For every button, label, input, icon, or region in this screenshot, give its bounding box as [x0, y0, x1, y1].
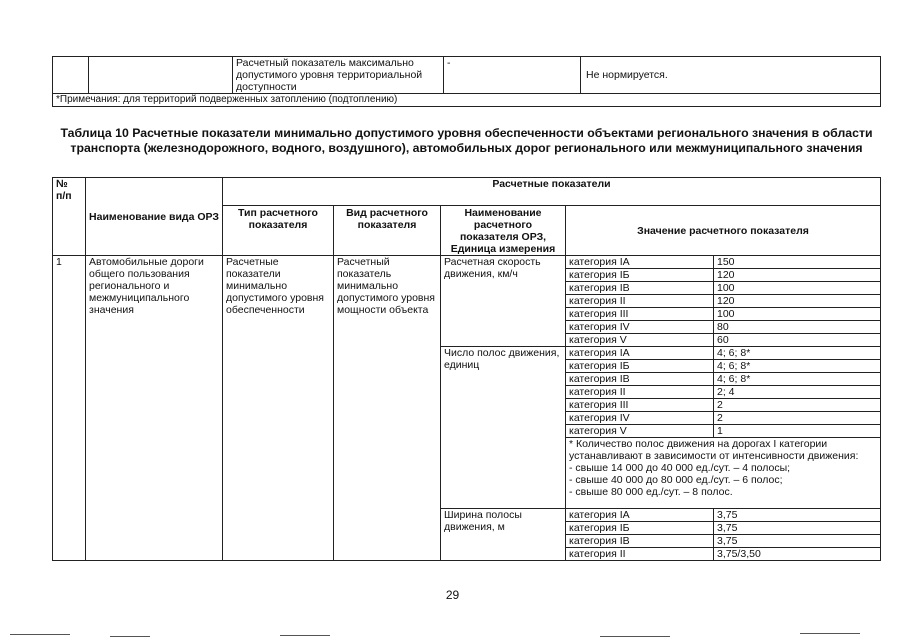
row-num: 1 [53, 256, 86, 561]
value-cell: 3,75 [714, 522, 881, 535]
header-value: Значение расчетного показателя [566, 206, 881, 256]
category-cell: категория IV [566, 321, 714, 334]
value-cell: 100 [714, 282, 881, 295]
table-cell [89, 57, 233, 94]
speed-grid [566, 256, 880, 346]
category-cell: категория IБ [566, 522, 714, 535]
category-cell: категория III [566, 399, 714, 412]
width-label: Ширина полосы движения, м [441, 509, 566, 561]
category-cell: категория IБ [566, 360, 714, 373]
scan-artifact [10, 634, 70, 635]
footnote-line: - свыше 14 000 до 40 000 ед./сут. – 4 полосы; [569, 462, 791, 474]
transport-indicators-table [52, 177, 881, 561]
category-cell: категория V [566, 425, 714, 438]
header-kind: Вид расчетного показателя [334, 206, 441, 256]
table-row [566, 347, 880, 360]
value-cell: 3,75 [714, 509, 881, 522]
speed-values [566, 256, 881, 347]
table-row [566, 399, 880, 412]
header-group: Расчетные показатели [223, 178, 881, 206]
table-row [566, 308, 880, 321]
value-cell: 120 [714, 269, 881, 282]
value-cell: 120 [714, 295, 881, 308]
table-row [566, 256, 880, 269]
value-cell: 150 [714, 256, 881, 269]
value-cell: 4; 6; 8* [714, 347, 881, 360]
table-row [566, 535, 880, 548]
table-row [53, 256, 881, 347]
page-number: 29 [445, 588, 460, 602]
table-row [566, 360, 880, 373]
value-cell: 3,75 [714, 535, 881, 548]
width-grid [566, 509, 880, 560]
table-row [566, 373, 880, 386]
category-cell: категория II [566, 386, 714, 399]
category-cell: категория IБ [566, 269, 714, 282]
lanes-grid [566, 347, 880, 508]
footnote-line: устанавливают в зависимости от интенсивности движения: [569, 450, 859, 462]
header-type: Тип расчетного показателя [223, 206, 334, 256]
footnote-line: - свыше 40 000 до 80 000 ед./сут. – 6 полос; [569, 474, 783, 486]
table-row [566, 548, 880, 561]
header-num-text: № п/п [56, 178, 72, 202]
table-row [566, 334, 880, 347]
category-cell: категория IВ [566, 282, 714, 295]
value-cell: 2; 4 [714, 386, 881, 399]
header-name-text: Наименование вида ОРЗ [89, 210, 219, 223]
footnote-line: * Количество полос движения на дорогах I категории [569, 438, 828, 450]
table-caption: Таблица 10 Расчетные показатели минимально допустимого уровня обеспеченности объектами регионального значения в области транспорта (железнодорожного, водного, воздушного), автомобильных дорог регионального или межмуниципального значения [60, 126, 873, 155]
table-row [566, 295, 880, 308]
header-name [86, 178, 223, 256]
speed-label: Расчетная скорость движения, км/ч [441, 256, 566, 347]
row-name: Автомобильные дороги общего пользования регионального и межмуниципального значения [86, 256, 223, 561]
table-row [566, 522, 880, 535]
scan-artifact [280, 635, 330, 636]
value-cell: 4; 6; 8* [714, 373, 881, 386]
category-cell: категория IА [566, 509, 714, 522]
lanes-label: Число полос движения, единиц [441, 347, 566, 509]
category-cell: категория IВ [566, 535, 714, 548]
row-type: Расчетные показатели минимально допустимого уровня обеспеченности [223, 256, 334, 561]
scan-artifact [600, 636, 670, 637]
category-cell: категория II [566, 295, 714, 308]
table-row [53, 57, 881, 94]
note-cell: *Примечания: для территорий подверженных затоплению (подтоплению) [53, 94, 881, 107]
row-kind: Расчетный показатель минимально допустимого уровня мощности объекта [334, 256, 441, 561]
value-cell: 2 [714, 412, 881, 425]
value-cell: 3,75/3,50 [714, 548, 881, 561]
value-cell: 4; 6; 8* [714, 360, 881, 373]
category-cell: категория II [566, 548, 714, 561]
category-cell: категория IА [566, 347, 714, 360]
table-row [566, 321, 880, 334]
category-cell: категория IА [566, 256, 714, 269]
category-cell: категория IВ [566, 373, 714, 386]
table-cell [53, 57, 89, 94]
category-cell: категория IV [566, 412, 714, 425]
header-row [53, 178, 881, 206]
indicator-cell: Расчетный показатель максимально допустимого уровня территориальной доступности [233, 57, 444, 94]
value-cell: 80 [714, 321, 881, 334]
table-row [566, 425, 880, 438]
value-cell: 2 [714, 399, 881, 412]
unit-cell: - [444, 57, 581, 94]
value-cell: 100 [714, 308, 881, 321]
table-row [566, 269, 880, 282]
value-cell: 60 [714, 334, 881, 347]
header-num [53, 178, 86, 256]
lanes-footnote [566, 438, 880, 509]
scan-artifact [110, 636, 150, 637]
table-row [566, 386, 880, 399]
scan-artifact [800, 633, 860, 634]
table-row [53, 94, 881, 107]
table-row [566, 412, 880, 425]
footnote-line: - свыше 80 000 ед./сут. – 8 полос. [569, 486, 733, 498]
category-cell: категория III [566, 308, 714, 321]
category-cell: категория V [566, 334, 714, 347]
table-row [566, 509, 880, 522]
value-cell: Не нормируется. [581, 57, 881, 94]
table-row [566, 282, 880, 295]
table-row [566, 438, 880, 509]
lanes-values [566, 347, 881, 509]
value-cell: 1 [714, 425, 881, 438]
previous-table-fragment [52, 56, 881, 107]
header-param: Наименование расчетного показателя ОРЗ, Единица измерения [441, 206, 566, 256]
width-values [566, 509, 881, 561]
